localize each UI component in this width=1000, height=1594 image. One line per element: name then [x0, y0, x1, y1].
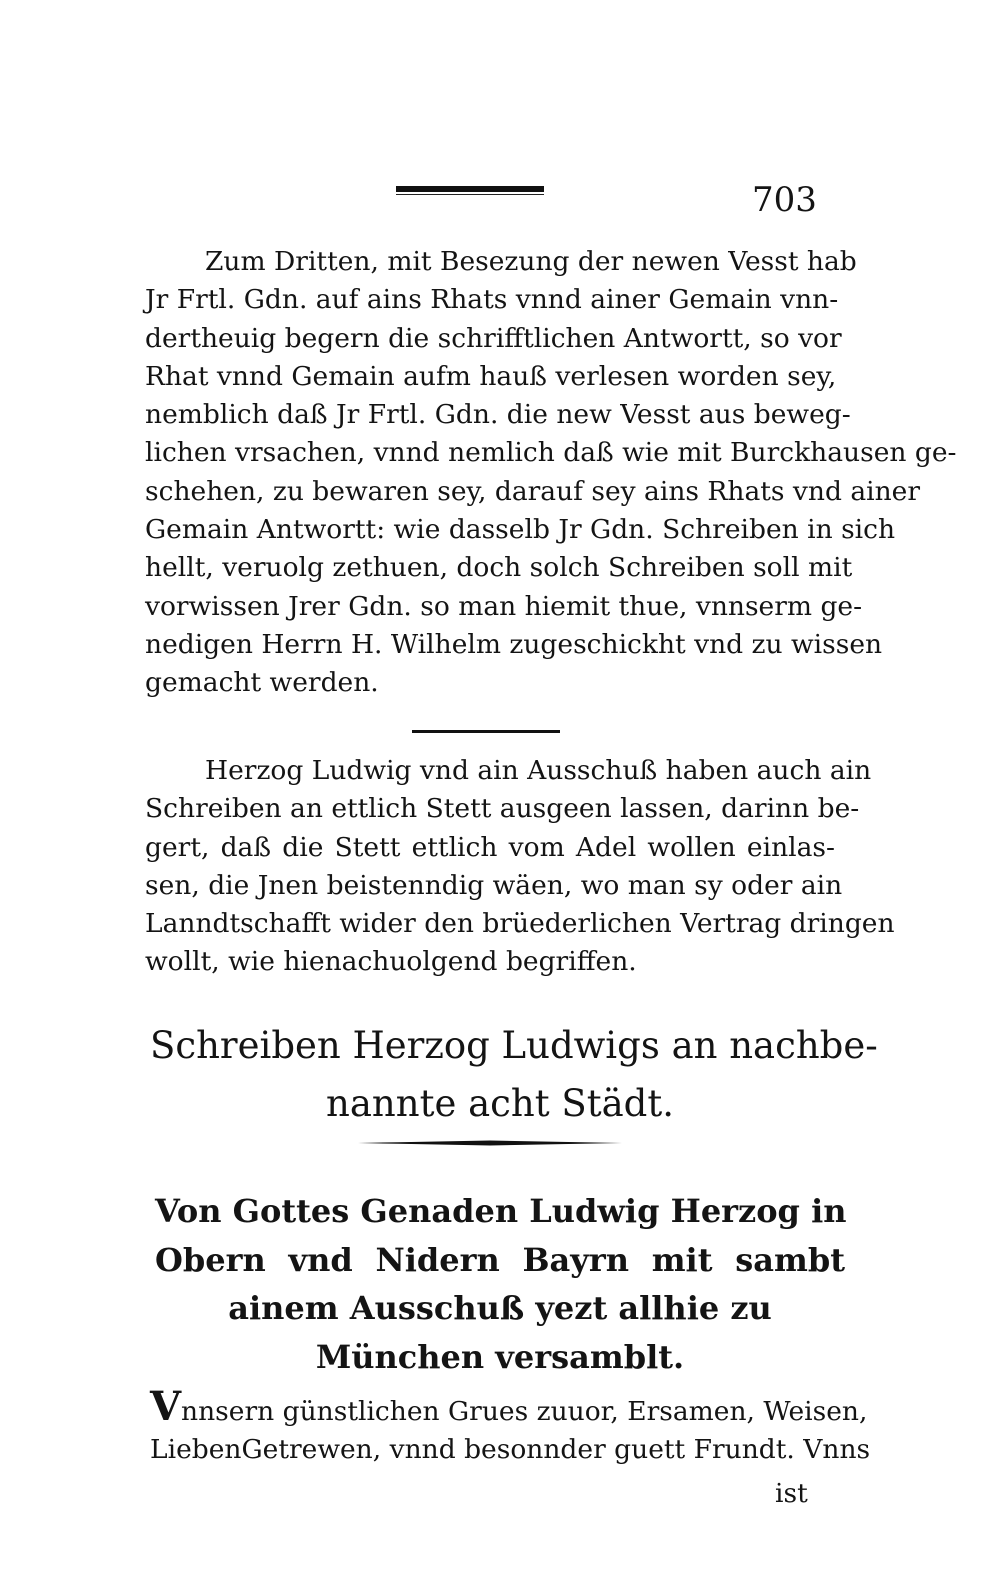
paragraph-line: lichen vrsachen, vnnd nemlich daß wie mit Burckhausen ge-	[145, 437, 957, 469]
address-line: Von Gottes Genaden Ludwig Herzog in	[155, 1192, 847, 1230]
catchword: ist	[775, 1478, 808, 1509]
paragraph-line	[150, 1383, 868, 1431]
header-rule-thick	[396, 186, 544, 192]
paragraph-2	[145, 752, 895, 982]
header-rule-thin	[396, 194, 544, 195]
section-divider	[412, 730, 560, 733]
paragraph-line: Jr Frtl. Gdn. auf ains Rhats vnnd ainer Gemain vnn-	[145, 284, 839, 316]
paragraph-line: nedigen Herrn H. Wilhelm zugeschickht vnd zu wissen	[145, 628, 883, 660]
paragraph-1	[145, 243, 957, 703]
heading-line: Schreiben Herzog Ludwigs an nachbe-	[150, 1024, 878, 1067]
page-number: 703	[752, 180, 817, 220]
ornamental-divider	[358, 1140, 622, 1146]
paragraph-line: hellt, veruolg zethuen, doch solch Schreiben soll mit	[145, 552, 853, 584]
address-line: München versamblt.	[315, 1337, 685, 1376]
paragraph-line: Zum Dritten, mit Besezung der newen Vesst hab	[205, 246, 857, 277]
paragraph-line: wollt, wie hienachuolgend begriffen.	[145, 946, 637, 978]
paragraph-line: Herzog Ludwig vnd ain Ausschuß haben auch ain	[205, 755, 872, 786]
paragraph-line: vorwissen Jrer Gdn. so man hiemit thue, vnnserm ge-	[145, 590, 863, 622]
paragraph-line: gemacht werden.	[145, 667, 379, 699]
paragraph-line: Rhat vnnd Gemain aufm hauß verlesen worden sey,	[145, 360, 837, 392]
paragraph-line: nemblich daß Jr Frtl. Gdn. die new Vesst aus beweg-	[145, 399, 851, 431]
paragraph-line: gert, daß die Stett ettlich vom Adel wollen einlas-	[145, 831, 835, 863]
drop-capital: V	[150, 1383, 182, 1430]
paragraph-line: sen, die Jnen beistenndig wäen, wo man sy oder ain	[145, 869, 843, 901]
letter-opening	[150, 1383, 871, 1470]
section-heading	[150, 1017, 878, 1133]
paragraph-line: Lanndtschafft wider den brüederlichen Vertrag dringen	[145, 908, 895, 940]
paragraph-line: LiebenGetrewen, vnnd besonnder guett Frundt. Vnns	[150, 1434, 871, 1466]
paragraph-line: dertheuig begern die schrifftlichen Antwortt, so vor	[145, 322, 842, 354]
letter-address	[155, 1187, 845, 1381]
heading-line: nannte acht Städt.	[326, 1082, 674, 1125]
paragraph-line: schehen, zu bewaren sey, darauf sey ains Rhats vnd ainer	[145, 475, 921, 507]
address-line: ainem Ausschuß yezt allhie zu	[228, 1289, 772, 1327]
opening-line-text: nnsern günstlichen Grues zuuor, Ersamen, Weisen,	[181, 1396, 868, 1427]
paragraph-line: Gemain Antwortt: wie dasselb Jr Gdn. Schreiben in sich	[145, 514, 896, 546]
paragraph-line: Schreiben an ettlich Stett ausgeen lassen, darinn be-	[145, 793, 860, 825]
address-line: Obern vnd Nidern Bayrn mit sambt	[155, 1240, 845, 1279]
header-rule	[396, 186, 544, 195]
